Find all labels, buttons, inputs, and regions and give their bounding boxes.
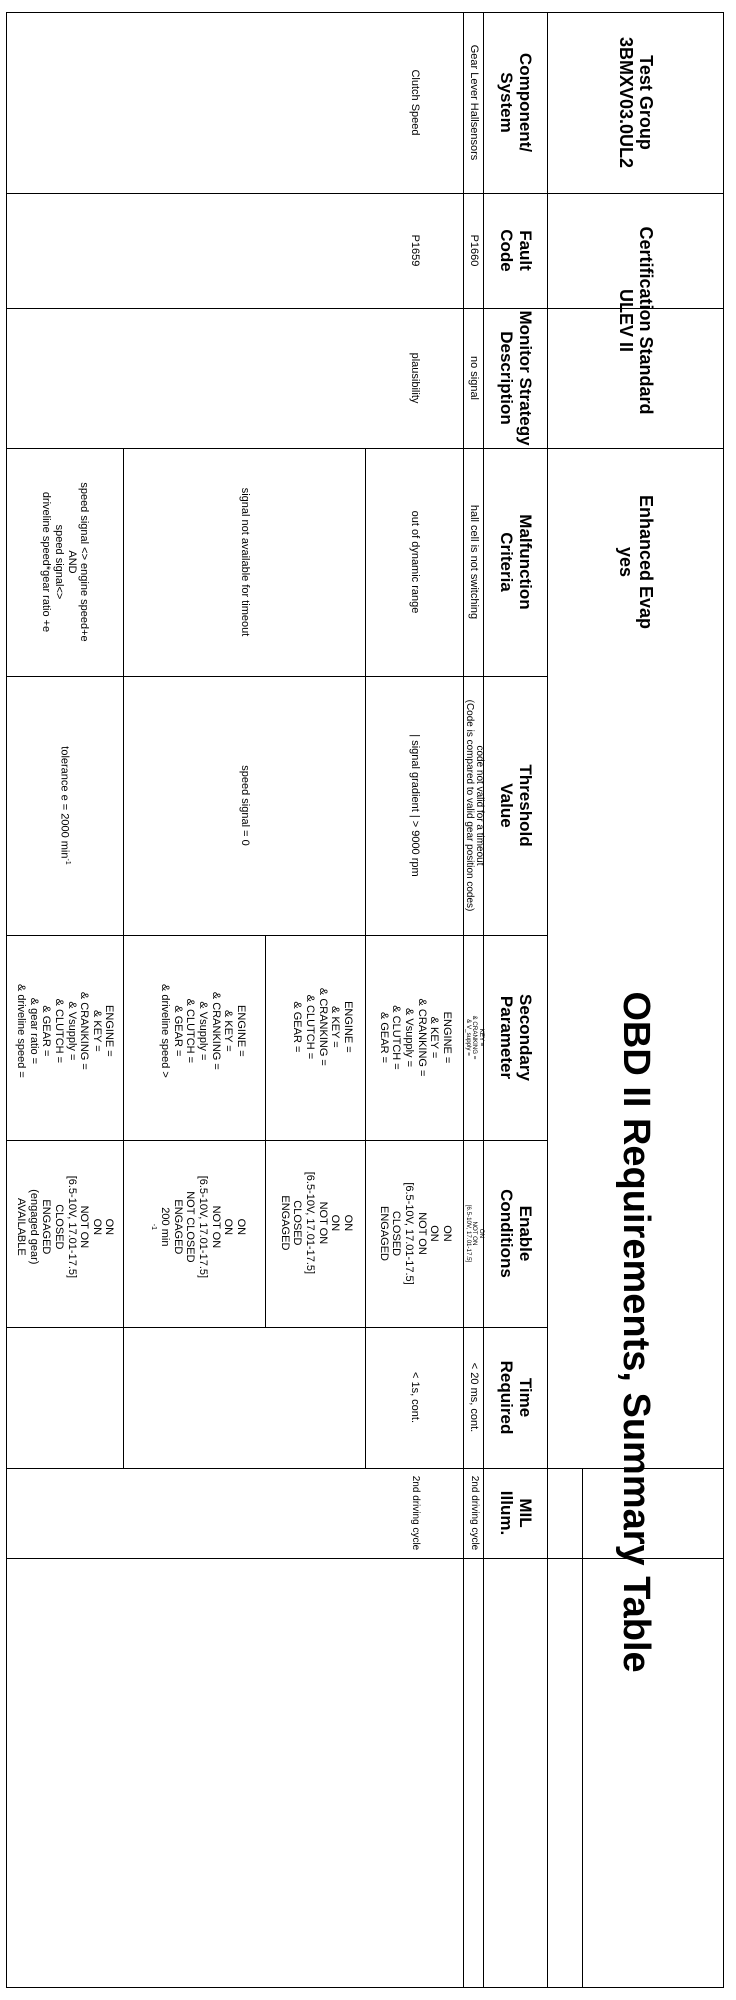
row2b-secondary-b-2: & CRANKING = [209, 991, 222, 1070]
row1-monitor: no signal [468, 355, 481, 401]
row2a-malfunction: out of dynamic range [409, 510, 422, 614]
row2b-secondary-a-0: ENGINE = [341, 1001, 354, 1053]
col-header-enable-l1: Enable [516, 1205, 535, 1262]
row2c-enable-4: CLOSED [53, 1204, 65, 1250]
row2b-enable-b-1: ON [222, 1218, 235, 1236]
row2c-enable-5: ENGAGED [40, 1199, 53, 1255]
row1-time: < 20 ms, cont. [468, 1362, 481, 1433]
row2a-secondary-2: & CRANKING = [415, 998, 428, 1077]
col-header-time-l1: Time [516, 1377, 535, 1418]
row1-fault-code: P1660 [468, 234, 481, 267]
col-header-fault-code [484, 193, 548, 308]
row2a-secondary-3: & Vsupply = [403, 1007, 415, 1067]
col-header-component [484, 12, 548, 193]
col-header-threshold-l1: Threshold [516, 764, 535, 847]
row1-secondary-0: KEY = [477, 1028, 485, 1047]
evap-label: Enhanced Evap [636, 494, 656, 630]
row2a-secondary [366, 935, 464, 1140]
row2c-secondary-7: & driveline speed = [15, 983, 28, 1078]
row2c-secondary-1: & KEY = [90, 1010, 103, 1052]
row2b-secondary-b-5: & GEAR = [171, 1005, 184, 1057]
row2c-secondary-3: & Vsupply = [65, 1001, 78, 1061]
row2b-secondary-a-3: & CLUTCH = [304, 994, 316, 1060]
row1-threshold-l2: (Code is compared to valid gear position codes) [464, 699, 475, 912]
row2b-enable-a-2: NOT ON [316, 1201, 329, 1245]
row2c-malfunction [6, 448, 124, 676]
row2b-enable-b-3: [6.5-10V, 17.01-17.5] [196, 1175, 209, 1279]
col-header-enable [484, 1140, 548, 1327]
row2a-secondary-5: & GEAR = [377, 1011, 390, 1064]
row2a-enable-3: [6.5-10V, 17.01-17.5] [403, 1182, 415, 1285]
row2b-enable-a-3: [6.5-10V, 17.01-17.5] [304, 1171, 316, 1275]
row2a-threshold: | signal gradient | > 9000 rpm [409, 734, 422, 877]
row2b-malfunction: signal not available for timeout [239, 487, 252, 637]
row2b-secondary-a-1: & KEY = [329, 1006, 342, 1048]
row1-component: Gear Lever Hallsensors [468, 44, 481, 161]
col-header-malfunction-l1: Malfunction [516, 514, 535, 610]
row2b-secondary-a-4: & GEAR = [291, 1001, 304, 1053]
row2b-secondary-b-4: & CLUTCH = [184, 998, 197, 1064]
row2b-enable-a-4: CLOSED [291, 1200, 304, 1246]
row2a-enable-5: ENGAGED [377, 1205, 390, 1261]
row2b-enable-b-2: NOT ON [209, 1205, 222, 1249]
row2b-secondary-b-3: & Vsupply = [196, 1001, 209, 1061]
row2c-malfunction-3: driveline speed*gear ratio +e [40, 491, 53, 633]
row1-secondary-1: & CRANKING = [471, 1015, 479, 1060]
row2-fault-code: P1659 [409, 234, 422, 267]
row2c-secondary-4: & CLUTCH = [53, 998, 65, 1064]
row1-mil: 2nd driving cycle [469, 1475, 481, 1551]
col-header-malfunction-l2: Criteria [497, 532, 516, 592]
row2a-secondary-4: & CLUTCH = [390, 1005, 403, 1070]
col-header-monitor [484, 308, 548, 448]
row2b-enable-b-4: NOT CLOSED [184, 1191, 197, 1263]
row2c-conditions [6, 935, 124, 1327]
row2a-enable-4: CLOSED [390, 1210, 403, 1257]
row2b-secondary-b-6: & driveline speed > [159, 983, 172, 1078]
row2c-secondary-2: & CRANKING = [78, 991, 91, 1070]
row2c-enable-7: AVAILABLE [15, 1198, 28, 1256]
row2c-threshold-text: tolerance e = 2000 min [57, 746, 70, 859]
col-header-mil [484, 1468, 548, 1558]
col-header-mil-l2: Illum. [497, 1490, 516, 1536]
test-group-label: Test Group [636, 55, 656, 150]
row2c-malfunction-1: AND [65, 550, 78, 574]
col-header-time-l2: Required [497, 1360, 516, 1435]
row1-enable-0: ON [477, 1228, 485, 1239]
row2b-enable-b-6 [143, 1207, 171, 1246]
row2c-enable-0: ON [103, 1218, 116, 1236]
row2b-enable-b-5: ENGAGED [171, 1199, 184, 1255]
row2c-malfunction-2: speed signal<> [53, 524, 65, 600]
row2b-secondary-a-2: & CRANKING = [316, 987, 329, 1066]
col-header-monitor-l1: Monitor Strategy [516, 310, 535, 446]
row2a-enable-2: NOT ON [415, 1212, 428, 1255]
row2c-threshold-sup: -1 [63, 858, 71, 865]
col-header-secondary-l1: Secondary [516, 994, 535, 1081]
row2c-secondary-5: & GEAR = [40, 1005, 53, 1057]
col-header-secondary-l2: Parameter [497, 995, 516, 1080]
evap-value: yes [616, 546, 636, 578]
row1-enable-2: [6.5-10V, 17.01-17.5] [464, 1204, 472, 1263]
col-header-fault-l2: Code [497, 229, 516, 272]
row2-monitor: plausibility [409, 352, 422, 404]
row2-component: Clutch Speed [409, 69, 422, 136]
page-title: OBD II Requirements, Summary Table [615, 991, 658, 1673]
row2c-secondary-6: & gear ratio = [27, 997, 40, 1065]
certification-cell [548, 193, 724, 448]
row2c-enable-2: NOT ON [78, 1205, 91, 1249]
row2c-enable-1: ON [90, 1218, 103, 1236]
row2a-secondary-1: & KEY = [428, 1016, 441, 1059]
row2b-conditions-b [124, 935, 266, 1327]
row2b-enable-a-5: ENGAGED [278, 1195, 291, 1251]
col-header-threshold [484, 676, 548, 935]
row1-enable [464, 1140, 484, 1327]
row2b-enable-b-6-text: 200 min [159, 1207, 172, 1247]
evap-cell [548, 448, 724, 676]
row2c-enable-3: [6.5-10V, 17.01-17.5] [65, 1175, 78, 1279]
row2c-enable-6: (engaged gear) [27, 1189, 40, 1265]
row2c-threshold [6, 676, 124, 935]
col-header-secondary [484, 935, 548, 1140]
row2a-enable [366, 1140, 464, 1327]
test-group-value: 3BMXV03.0UL2 [616, 36, 636, 169]
row1-threshold [464, 676, 484, 935]
row2b-enable-b-0: ON [234, 1218, 247, 1236]
row2c-secondary-0: ENGINE = [103, 1005, 116, 1057]
col-header-mil-l1: MIL [516, 1498, 535, 1528]
row2b-threshold: speed signal = 0 [239, 765, 252, 846]
row2b-enable-a-0: ON [341, 1214, 354, 1232]
row2b-enable-a-1: ON [329, 1214, 342, 1232]
row2b-conditions-a [266, 935, 366, 1327]
col-header-enable-l2: Conditions [497, 1189, 516, 1278]
col-header-monitor-l2: Description [497, 331, 516, 425]
cert-value: ULEV II [616, 288, 636, 352]
row2b-secondary-b-0: ENGINE = [234, 1005, 247, 1057]
row2-mil: 2nd driving cycle [410, 1475, 422, 1551]
col-header-component-l2: System [497, 72, 516, 133]
col-header-component-l1: Component/ [516, 52, 535, 153]
row2b-secondary-b-1: & KEY = [222, 1010, 235, 1052]
row1-malfunction: hall cell is not switching [468, 504, 481, 620]
row1-threshold-l1: code not valid for a timeout [474, 745, 485, 866]
row2b-enable-b-6-sup: -1 [149, 1223, 157, 1230]
col-header-malfunction [484, 448, 548, 676]
row2a-enable-0: ON [440, 1225, 453, 1242]
row1-enable-1: NOT ON [471, 1221, 479, 1246]
row2a-enable-1: ON [428, 1225, 441, 1242]
row1-secondary [464, 935, 484, 1140]
row2c-malfunction-0: speed signal <> engine speed+e [78, 482, 91, 642]
row2a-secondary-0: ENGINE = [440, 1011, 453, 1064]
row1-secondary-2: & V_supply = [464, 1019, 472, 1056]
cert-label: Certification Standard [636, 226, 656, 415]
test-group-cell [548, 12, 724, 193]
row2-time: < 1s, cont. [409, 1371, 422, 1424]
col-header-time [484, 1327, 548, 1468]
col-header-threshold-l2: Value [497, 783, 516, 828]
col-header-fault-l1: Fault [516, 230, 535, 271]
